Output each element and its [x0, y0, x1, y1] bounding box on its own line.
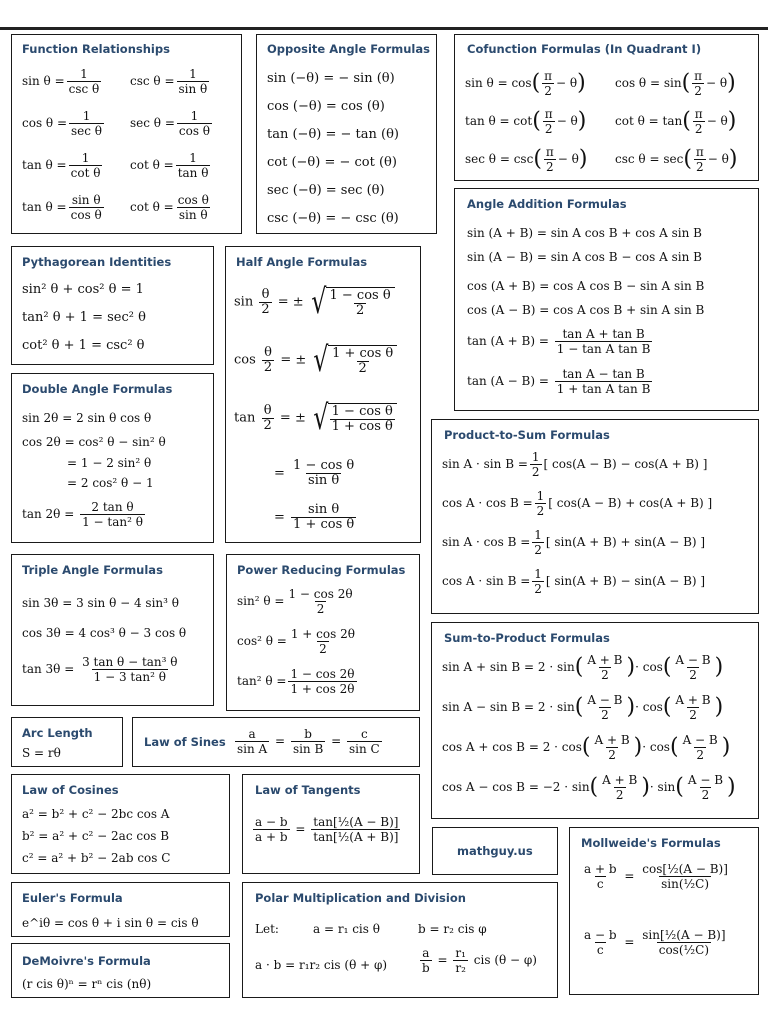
formula-line: sin² θ + cos² θ = 1: [22, 282, 144, 297]
section-title: Law of Cosines: [22, 783, 119, 797]
formula-line: sin 3θ = 3 sin θ − 4 sin³ θ: [22, 596, 180, 610]
brand-box: [432, 827, 558, 875]
left-paren: (: [682, 108, 691, 134]
left-paren: (: [574, 654, 584, 680]
right-paren: ): [577, 70, 586, 96]
top-rule: [0, 27, 768, 30]
mollweide-formula-2: $\frac{a - b}{c}$ = $\frac{\text{sin[½(A − B)]}}{\text{cos(½C)}}$: [584, 928, 726, 957]
triple-angle-box: [11, 554, 214, 706]
formula-line: sin A + sin B = 2 · sin( $\frac{A + B}{2}$ )· cos( $\frac{A - B}{2}$ ): [442, 653, 724, 682]
left-paren: (: [581, 734, 591, 760]
demoivre-box: [11, 943, 230, 998]
polar-b-def: b = r₂ cis φ: [418, 922, 487, 936]
half-angle-tan-alt1: = $\frac{\text{1 − cos θ}}{\text{sin θ}}$: [274, 458, 355, 488]
formula-line: cos A · sin B = $\frac{1}{2}$ [ sin(A + B) − sin(A − B) ]: [442, 567, 706, 596]
law-of-tangents-formula: $\frac{a - b}{a + b}$ = $\frac{\text{tan[½(A − B)]}}{\text{tan[½(A + B)]}}$: [255, 815, 399, 844]
section-title: Double Angle Formulas: [22, 382, 173, 396]
left-paren: (: [669, 734, 679, 760]
demoivre-formula: (r cis θ)ⁿ = rⁿ cis (nθ): [22, 977, 152, 991]
formula-line: cos (A − B) = cos A cos B + sin A sin B: [467, 303, 705, 317]
formula-line: cos θ = sin( $\frac{\pi}{2}$ − θ): [615, 69, 736, 98]
right-paren: ): [714, 654, 724, 680]
polar-let-label: Let:: [255, 922, 279, 936]
formula-line: sin (A − B) = sin A cos B − cos A sin B: [467, 250, 702, 264]
law-of-tangents-box: [242, 774, 420, 874]
formula-line: cos 3θ = 4 cos³ θ − 3 cos θ: [22, 626, 187, 640]
brand-link[interactable]: mathguy.us: [457, 844, 533, 858]
formula-line: tan² θ = $\frac{1 - \cos 2\theta}{1 + \cos 2\theta}$: [237, 667, 355, 696]
formula-line: csc θ = sec( $\frac{\pi}{2}$ − θ): [615, 145, 738, 174]
formula-line: tan θ = $\frac{\text{sin θ}}{\text{cos θ}}$: [22, 193, 102, 222]
formula-line: b² = a² + c² − 2ac cos B: [22, 829, 170, 843]
pythagorean-box: [11, 246, 214, 365]
formula-line: sin θ = $\frac{1}{\text{csc θ}}$: [22, 67, 100, 96]
angle-addition-box: [454, 188, 759, 411]
formula-line: sin A · cos B = $\frac{1}{2}$ [ sin(A + B) + sin(A − B) ]: [442, 528, 706, 557]
formula-line: = 1 − 2 sin² θ: [67, 456, 152, 470]
half-angle-box: [225, 246, 421, 543]
right-paren: ): [727, 774, 736, 800]
right-paren: ): [626, 694, 636, 720]
left-paren: (: [533, 146, 542, 172]
polar-division: $\frac{a}{b}$ = $\frac{\text{r₁}}{\text{r₂}}$ cis (θ − φ): [422, 946, 537, 975]
section-title: Function Relationships: [22, 42, 170, 56]
formula-line: cot θ = tan( $\frac{\pi}{2}$ − θ): [615, 107, 737, 136]
formula-line: sec θ = $\frac{1}{\text{cos θ}}$: [130, 109, 211, 138]
section-title: Euler's Formula: [22, 891, 123, 905]
section-title: Half Angle Formulas: [236, 255, 368, 269]
triple-angle-tan: tan 3θ = $\frac{\text{3 tan θ − tan³ θ}}{\text{1 − 3 tan² θ}}$: [22, 655, 178, 684]
left-paren: (: [589, 774, 599, 800]
right-paren: ): [626, 654, 636, 680]
euler-formula: e^iθ = cos θ + i sin θ = cis θ: [22, 916, 199, 930]
law-of-sines-box: [132, 717, 420, 767]
half-angle-tan-alt2: = $\frac{\text{sin θ}}{\text{1 + cos θ}}$: [274, 502, 355, 532]
formula-line: sec θ = csc( $\frac{\pi}{2}$ − θ): [465, 145, 588, 174]
formula-line: c² = a² + b² − 2ab cos C: [22, 851, 171, 865]
cofunction-box: [454, 34, 759, 181]
left-paren: (: [681, 70, 691, 96]
double-angle-box: [11, 373, 214, 543]
section-title: Pythagorean Identities: [22, 255, 172, 269]
product-to-sum-box: [431, 419, 759, 614]
left-paren: (: [531, 70, 541, 96]
formula-line: cot θ = $\frac{\text{cos θ}}{\text{sin θ}}$: [130, 193, 209, 222]
formula-line: tan² θ + 1 = sec² θ: [22, 310, 146, 325]
formula-line: sin A · sin B = $\frac{1}{2}$ [ cos(A − B) − cos(A + B) ]: [442, 450, 708, 479]
sum-to-product-box: [431, 622, 759, 819]
half-angle-cos: cos $\frac{\theta}{2}$ = ± √ $\frac{\text{1 + cos θ}}{2}$: [234, 343, 397, 377]
right-paren: ): [578, 146, 588, 172]
mollweide-formula-1: $\frac{a + b}{c}$ = $\frac{\text{cos[½(A − B)]}}{\text{sin(½C)}}$: [584, 862, 728, 891]
polar-a-def: a = r₁ cis θ: [313, 922, 380, 936]
arc-length-box: [11, 717, 123, 767]
left-paren: (: [675, 774, 684, 800]
section-title: Sum-to-Product Formulas: [444, 631, 610, 645]
section-title: Polar Multiplication and Division: [255, 891, 466, 905]
opposite-angle-box: [256, 34, 437, 234]
formula-line: cos θ = $\frac{1}{\text{sec θ}}$: [22, 109, 103, 138]
formula-line: sin (A + B) = sin A cos B + cos A sin B: [467, 226, 702, 240]
tan-diff-formula: tan (A − B) = $\frac{\text{tan A − tan B}}{\text{1 + tan A tan B}}$: [467, 367, 651, 396]
left-paren: (: [574, 694, 584, 720]
section-title: Power Reducing Formulas: [237, 563, 406, 577]
formula-line: cos A − cos B = −2 · sin( $\frac{A + B}{2}$ )· sin( $\frac{A - B}{2}$ ): [442, 773, 736, 802]
half-angle-sin: sin $\frac{\theta}{2}$ = ± √ $\frac{\text{1 − cos θ}}{2}$: [234, 285, 395, 319]
formula-line: sin θ = cos( $\frac{\pi}{2}$ − θ): [465, 69, 586, 98]
right-paren: ): [641, 774, 650, 800]
formula-line: tan (−θ) = − tan (θ): [267, 127, 399, 142]
formula-line: tan θ = cot( $\frac{\pi}{2}$ − θ): [465, 107, 587, 136]
formula-line: cot θ = $\frac{1}{\text{tan θ}}$: [130, 151, 209, 180]
formula-line: cos (−θ) = cos (θ): [267, 99, 385, 114]
formula-line: sin A − sin B = 2 · sin( $\frac{A - B}{2}$ )· cos( $\frac{A + B}{2}$ ): [442, 693, 724, 722]
formula-line: = 2 cos² θ − 1: [67, 476, 154, 490]
double-angle-tan: tan 2θ = $\frac{\text{2 tan θ}}{\text{1 − tan² θ}}$: [22, 500, 143, 529]
left-paren: (: [662, 694, 672, 720]
formula-line: csc (−θ) = − csc (θ): [267, 211, 399, 226]
arc-length-formula: S = rθ: [22, 746, 61, 760]
section-title: Angle Addition Formulas: [467, 197, 627, 211]
left-paren: (: [532, 108, 541, 134]
section-title: Arc Length: [22, 726, 93, 740]
mollweide-box: [569, 827, 759, 995]
section-title: Product-to-Sum Formulas: [444, 428, 610, 442]
left-paren: (: [683, 146, 692, 172]
formula-line: cos² θ = $\frac{1 + \cos 2\theta}{2}$: [237, 627, 355, 656]
section-title: Triple Angle Formulas: [22, 563, 163, 577]
formula-line: cos 2θ = cos² θ − sin² θ: [22, 435, 166, 449]
tan-sum-formula: tan (A + B) = $\frac{\text{tan A + tan B}}{\text{1 − tan A tan B}}$: [467, 327, 651, 356]
formula-line: sin² θ = $\frac{1 - \cos 2\theta}{2}$: [237, 587, 353, 616]
section-title: Law of Tangents: [255, 783, 361, 797]
formula-line: cos A + cos B = 2 · cos( $\frac{A + B}{2}$ )· cos( $\frac{A - B}{2}$ ): [442, 733, 731, 762]
half-angle-tan: tan $\frac{\theta}{2}$ = ± √ $\frac{\text{1 − cos θ}}{\text{1 + cos θ}}$: [234, 401, 397, 435]
euler-box: [11, 882, 230, 937]
formula-line: tan θ = $\frac{1}{\text{cot θ}}$: [22, 151, 101, 180]
law-of-sines-formula: $\frac{a}{\text{sin A}}$ = $\frac{b}{\text{sin B}}$ = $\frac{c}{\text{sin C}}$: [237, 727, 380, 756]
right-paren: ): [633, 734, 643, 760]
power-reducing-box: [226, 554, 420, 711]
formula-line: a² = b² + c² − 2bc cos A: [22, 807, 170, 821]
formula-line: sec (−θ) = sec (θ): [267, 183, 385, 198]
law-of-cosines-box: [11, 774, 230, 874]
formula-line: sin (−θ) = − sin (θ): [267, 71, 395, 86]
formula-line: cot² θ + 1 = csc² θ: [22, 338, 145, 353]
left-paren: (: [662, 654, 672, 680]
section-title: Mollweide's Formulas: [581, 836, 721, 850]
right-paren: ): [728, 146, 738, 172]
right-paren: ): [714, 694, 724, 720]
right-paren: ): [727, 108, 737, 134]
formula-line: cos A · cos B = $\frac{1}{2}$ [ cos(A − B) + cos(A + B) ]: [442, 489, 713, 518]
function-relationships-box: [11, 34, 242, 234]
right-paren: ): [721, 734, 731, 760]
formula-line: csc θ = $\frac{1}{\text{sin θ}}$: [130, 67, 208, 96]
formula-line: cot (−θ) = − cot (θ): [267, 155, 397, 170]
right-paren: ): [727, 70, 736, 96]
section-title: Law of Sines: [144, 735, 226, 749]
polar-multiplication: a · b = r₁r₂ cis (θ + φ): [255, 958, 388, 972]
formula-line: cos (A + B) = cos A cos B − sin A sin B: [467, 279, 705, 293]
polar-box: [242, 882, 558, 998]
section-title: DeMoivre's Formula: [22, 954, 151, 968]
right-paren: ): [577, 108, 587, 134]
section-title: Cofunction Formulas (In Quadrant I): [467, 42, 702, 56]
formula-line: sin 2θ = 2 sin θ cos θ: [22, 411, 152, 425]
section-title: Opposite Angle Formulas: [267, 42, 430, 56]
